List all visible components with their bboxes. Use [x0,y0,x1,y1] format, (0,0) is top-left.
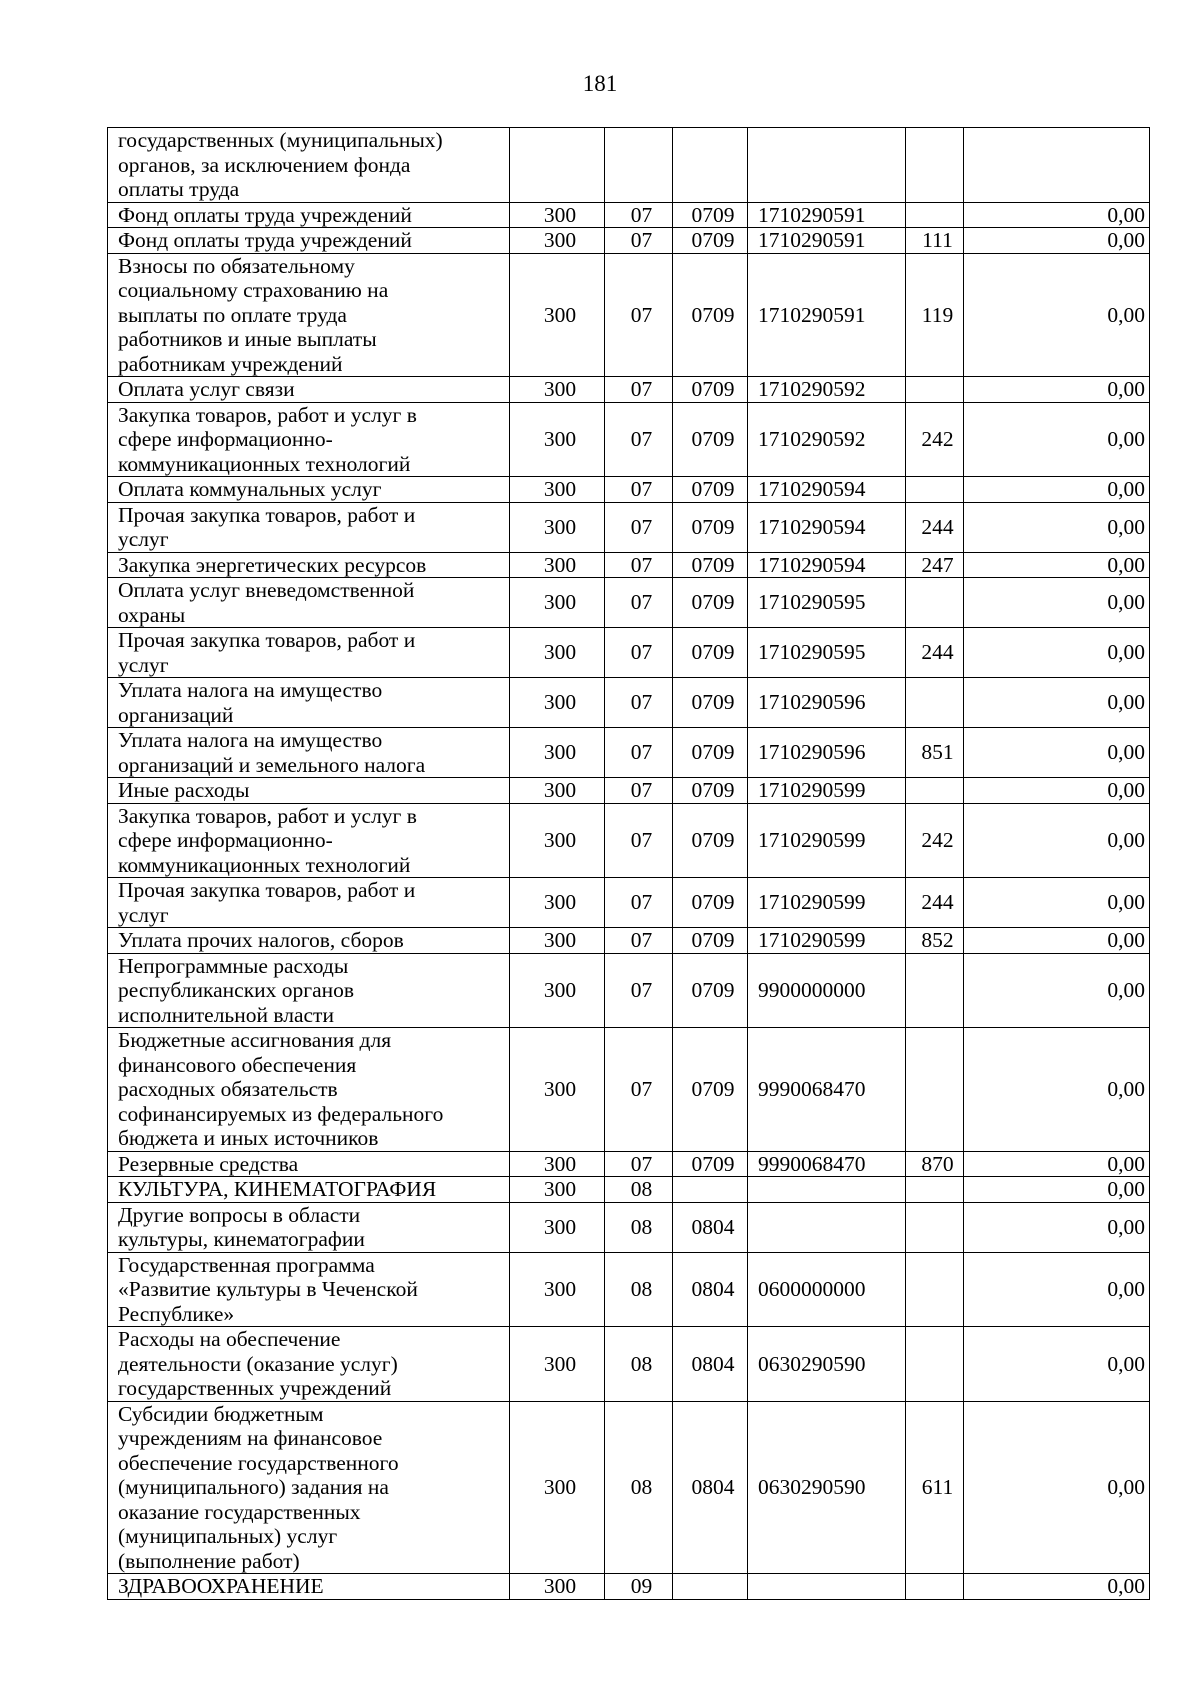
cell-target-article: 1710290599 [748,878,906,928]
cell-amount [964,128,1150,203]
cell-target-article [748,1574,906,1600]
cell-expense-type [906,678,964,728]
cell-expense-type: 244 [906,502,964,552]
description-line: работников и иные выплаты [118,327,377,351]
cell-description [108,728,510,778]
description-line: коммуникационных технологий [118,852,411,877]
cell-razdel: 07 [605,928,673,954]
cell-podrazdel: 0709 [673,578,748,628]
cell-description [108,578,510,628]
cell-target-article: 1710290594 [748,502,906,552]
cell-description [108,502,510,552]
page-number: 181 [582,71,618,96]
description-line: «Развитие культуры в Чеченской [118,1277,418,1301]
cell-glava: 300 [510,778,605,804]
cell-target-article: 1710290599 [748,778,906,804]
cell-glava: 300 [510,552,605,578]
cell-razdel: 07 [605,628,673,678]
table-row [108,228,1150,254]
cell-amount: 0,00 [964,1151,1150,1177]
cell-glava: 300 [510,477,605,503]
cell-podrazdel: 0709 [673,1151,748,1177]
cell-expense-type: 244 [906,628,964,678]
cell-description [108,477,510,503]
cell-target-article [748,1202,906,1252]
table-row [108,477,1150,503]
description-line: исполнительной власти [118,1002,334,1027]
cell-expense-type [906,578,964,628]
cell-podrazdel: 0804 [673,1252,748,1327]
cell-target-article [748,128,906,203]
cell-target-article: 1710290591 [748,253,906,377]
description-line: организаций и земельного налога [118,752,426,777]
cell-podrazdel: 0709 [673,502,748,552]
cell-glava: 300 [510,578,605,628]
description-line: Бюджетные ассигнования для [118,1028,392,1052]
cell-podrazdel [673,1574,748,1600]
cell-razdel: 08 [605,1252,673,1327]
cell-target-article: 1710290599 [748,803,906,878]
cell-razdel: 07 [605,228,673,254]
cell-amount: 0,00 [964,928,1150,954]
description-line: Взносы по обязательному [118,253,355,278]
cell-podrazdel: 0709 [673,253,748,377]
table-row [108,552,1150,578]
cell-podrazdel: 0709 [673,803,748,878]
description-line: социальному страхованию на [118,278,389,302]
cell-expense-type [906,128,964,203]
cell-podrazdel: 0709 [673,928,748,954]
description-line: оказание государственных [118,1499,361,1524]
cell-glava: 300 [510,628,605,678]
cell-amount: 0,00 [964,552,1150,578]
cell-amount: 0,00 [964,803,1150,878]
cell-podrazdel: 0709 [673,402,748,477]
cell-expense-type [906,1028,964,1152]
cell-podrazdel: 0709 [673,678,748,728]
cell-glava: 300 [510,1327,605,1402]
cell-razdel: 07 [605,253,673,377]
cell-glava: 300 [510,1252,605,1327]
cell-razdel: 07 [605,728,673,778]
cell-description [108,953,510,1028]
table-row [108,1252,1150,1327]
description-line: ЗДРАВООХРАНЕНИЕ [118,1574,324,1598]
cell-razdel: 08 [605,1327,673,1402]
cell-expense-type: 852 [906,928,964,954]
cell-podrazdel: 0709 [673,628,748,678]
description-line: Другие вопросы в области [118,1202,361,1227]
cell-podrazdel: 0709 [673,1028,748,1152]
cell-razdel: 07 [605,377,673,403]
description-line: деятельности (оказание услуг) [118,1351,398,1376]
cell-podrazdel: 0709 [673,728,748,778]
description-line: оплаты труда [118,177,240,201]
cell-description [108,377,510,403]
table-row [108,1401,1150,1574]
table-row [108,803,1150,878]
cell-expense-type: 247 [906,552,964,578]
cell-podrazdel: 0709 [673,377,748,403]
cell-description [108,1177,510,1203]
cell-glava: 300 [510,253,605,377]
cell-podrazdel [673,1177,748,1203]
cell-glava: 300 [510,202,605,228]
cell-razdel: 07 [605,202,673,228]
table-row [108,402,1150,477]
cell-target-article: 1710290595 [748,628,906,678]
description-line: государственных (муниципальных) [118,128,443,152]
cell-glava: 300 [510,502,605,552]
cell-razdel: 08 [605,1401,673,1574]
cell-razdel: 07 [605,678,673,728]
table-row [108,1574,1150,1600]
table-row [108,778,1150,804]
cell-expense-type: 119 [906,253,964,377]
description-line: Уплата налога на имущество [118,728,383,752]
cell-target-article: 1710290595 [748,578,906,628]
description-line: государственных учреждений [118,1376,392,1400]
cell-description [108,552,510,578]
cell-expense-type [906,778,964,804]
cell-description [108,878,510,928]
budget-table-body [108,128,1150,1600]
description-line: расходных обязательств [118,1077,338,1101]
cell-target-article: 0600000000 [748,1252,906,1327]
cell-glava: 300 [510,678,605,728]
description-line: Прочая закупка товаров, работ и [118,502,416,527]
cell-description [108,1401,510,1574]
cell-expense-type [906,1252,964,1327]
table-row [108,1202,1150,1252]
cell-target-article: 9990068470 [748,1151,906,1177]
cell-razdel: 07 [605,552,673,578]
description-line: бюджета и иных источников [118,1126,379,1150]
cell-podrazdel: 0709 [673,953,748,1028]
cell-description [108,803,510,878]
cell-description [108,628,510,678]
cell-razdel: 08 [605,1202,673,1252]
table-row [108,878,1150,928]
description-line: Прочая закупка товаров, работ и [118,628,416,652]
table-row [108,928,1150,954]
cell-description [108,1252,510,1327]
table-row [108,578,1150,628]
cell-description [108,928,510,954]
description-line: сфере информационно- [118,828,333,852]
description-line: Непрограммные расходы [118,953,349,978]
cell-amount: 0,00 [964,502,1150,552]
cell-expense-type: 870 [906,1151,964,1177]
cell-description [108,1574,510,1600]
cell-amount: 0,00 [964,377,1150,403]
cell-target-article: 9900000000 [748,953,906,1028]
description-line: культуры, кинематографии [118,1227,365,1251]
description-line: Фонд оплаты труда учреждений [118,228,412,252]
cell-amount: 0,00 [964,402,1150,477]
cell-amount: 0,00 [964,1028,1150,1152]
cell-razdel [605,128,673,203]
cell-glava: 300 [510,803,605,878]
cell-description [108,202,510,228]
cell-expense-type: 244 [906,878,964,928]
cell-target-article: 1710290591 [748,228,906,254]
cell-glava: 300 [510,728,605,778]
cell-expense-type: 111 [906,228,964,254]
cell-amount: 0,00 [964,1327,1150,1402]
description-line: услуг [118,902,169,927]
cell-description [108,402,510,477]
cell-target-article: 1710290596 [748,678,906,728]
cell-target-article: 1710290591 [748,202,906,228]
table-row [108,202,1150,228]
cell-razdel: 08 [605,1177,673,1203]
cell-glava: 300 [510,1028,605,1152]
cell-amount: 0,00 [964,728,1150,778]
cell-amount: 0,00 [964,477,1150,503]
cell-expense-type [906,202,964,228]
cell-target-article: 1710290592 [748,377,906,403]
cell-amount: 0,00 [964,1177,1150,1203]
cell-razdel: 07 [605,578,673,628]
description-line: работникам учреждений [118,351,343,376]
description-line: Расходы на обеспечение [118,1327,341,1351]
cell-target-article: 9990068470 [748,1028,906,1152]
cell-target-article: 1710290592 [748,402,906,477]
cell-glava: 300 [510,1574,605,1600]
table-row [108,1151,1150,1177]
description-line: финансового обеспечения [118,1052,357,1077]
cell-podrazdel: 0804 [673,1202,748,1252]
cell-amount: 0,00 [964,778,1150,804]
cell-description [108,1327,510,1402]
cell-glava: 300 [510,228,605,254]
cell-razdel: 09 [605,1574,673,1600]
cell-glava: 300 [510,1202,605,1252]
description-line: (муниципальных) услуг [118,1524,338,1548]
cell-expense-type: 851 [906,728,964,778]
cell-description [108,1202,510,1252]
cell-amount: 0,00 [964,202,1150,228]
description-line: организаций [118,702,234,727]
description-line: республиканских органов [118,978,355,1002]
cell-description [108,778,510,804]
table-row [108,628,1150,678]
cell-podrazdel [673,128,748,203]
cell-description [108,1028,510,1152]
cell-amount: 0,00 [964,1252,1150,1327]
cell-glava: 300 [510,878,605,928]
cell-amount: 0,00 [964,1202,1150,1252]
cell-amount: 0,00 [964,628,1150,678]
description-line: выплаты по оплате труда [118,302,347,327]
cell-podrazdel: 0709 [673,552,748,578]
description-line: услуг [118,527,169,551]
cell-glava: 300 [510,377,605,403]
cell-expense-type [906,477,964,503]
description-line: сфере информационно- [118,427,333,451]
cell-target-article: 1710290596 [748,728,906,778]
cell-amount: 0,00 [964,253,1150,377]
cell-razdel: 07 [605,878,673,928]
cell-description [108,228,510,254]
table-row [108,502,1150,552]
description-line: Уплата прочих налогов, сборов [118,928,404,952]
description-line: услуг [118,652,169,677]
cell-amount: 0,00 [964,578,1150,628]
description-line: Республике» [118,1301,235,1326]
description-line: учреждениям на финансовое [118,1426,383,1450]
cell-expense-type [906,1202,964,1252]
description-line: Фонд оплаты труда учреждений [118,202,412,227]
cell-target-article [748,1177,906,1203]
description-line: (муниципального) задания на [118,1475,389,1499]
cell-expense-type: 611 [906,1401,964,1574]
table-row [108,253,1150,377]
cell-podrazdel: 0709 [673,228,748,254]
cell-amount: 0,00 [964,678,1150,728]
cell-razdel: 07 [605,803,673,878]
cell-glava: 300 [510,402,605,477]
cell-razdel: 07 [605,1151,673,1177]
cell-expense-type [906,1327,964,1402]
description-line: (выполнение работ) [118,1548,300,1573]
cell-podrazdel: 0709 [673,477,748,503]
cell-description [108,253,510,377]
cell-expense-type [906,1574,964,1600]
cell-razdel: 07 [605,778,673,804]
cell-amount: 0,00 [964,1574,1150,1600]
cell-razdel: 07 [605,402,673,477]
cell-glava: 300 [510,1401,605,1574]
cell-glava: 300 [510,928,605,954]
description-line: охраны [118,602,186,627]
table-row [108,1177,1150,1203]
budget-table [107,127,1150,1600]
table-row [108,1028,1150,1152]
cell-razdel: 07 [605,953,673,1028]
cell-target-article: 0630290590 [748,1401,906,1574]
cell-amount: 0,00 [964,228,1150,254]
description-line: софинансируемых из федерального [118,1101,444,1126]
table-row [108,678,1150,728]
description-line: Оплата коммунальных услуг [118,477,382,501]
cell-podrazdel: 0709 [673,202,748,228]
description-line: органов, за исключением фонда [118,152,411,177]
description-line: КУЛЬТУРА, КИНЕМАТОГРАФИЯ [118,1177,437,1201]
description-line: Государственная программа [118,1252,375,1277]
cell-glava: 300 [510,953,605,1028]
cell-razdel: 07 [605,1028,673,1152]
table-row [108,953,1150,1028]
description-line: Закупка товаров, работ и услуг в [118,402,417,427]
cell-amount: 0,00 [964,1401,1150,1574]
table-row [108,377,1150,403]
description-line: Закупка товаров, работ и услуг в [118,803,417,828]
description-line: Иные расходы [118,778,250,802]
cell-expense-type [906,1177,964,1203]
cell-description [108,678,510,728]
description-line: обеспечение государственного [118,1450,399,1475]
description-line: Закупка энергетических ресурсов [118,552,427,577]
cell-expense-type [906,953,964,1028]
description-line: коммуникационных технологий [118,451,411,476]
table-row [108,128,1150,203]
cell-glava [510,128,605,203]
table-row [108,728,1150,778]
cell-razdel: 07 [605,477,673,503]
cell-expense-type: 242 [906,402,964,477]
cell-amount: 0,00 [964,953,1150,1028]
description-line: Оплата услуг вневедомственной [118,578,415,602]
cell-description [108,1151,510,1177]
cell-target-article: 1710290594 [748,477,906,503]
description-line: Уплата налога на имущество [118,678,383,702]
cell-podrazdel: 0709 [673,878,748,928]
cell-podrazdel: 0804 [673,1327,748,1402]
description-line: Оплата услуг связи [118,377,295,401]
cell-glava: 300 [510,1177,605,1203]
cell-expense-type: 242 [906,803,964,878]
cell-description [108,128,510,203]
cell-target-article: 1710290599 [748,928,906,954]
description-line: Прочая закупка товаров, работ и [118,878,416,902]
cell-target-article: 1710290594 [748,552,906,578]
cell-razdel: 07 [605,502,673,552]
description-line: Субсидии бюджетным [118,1401,324,1426]
cell-podrazdel: 0709 [673,778,748,804]
description-line: Резервные средства [118,1151,299,1176]
cell-amount: 0,00 [964,878,1150,928]
cell-glava: 300 [510,1151,605,1177]
table-row [108,1327,1150,1402]
cell-expense-type [906,377,964,403]
cell-podrazdel: 0804 [673,1401,748,1574]
cell-target-article: 0630290590 [748,1327,906,1402]
